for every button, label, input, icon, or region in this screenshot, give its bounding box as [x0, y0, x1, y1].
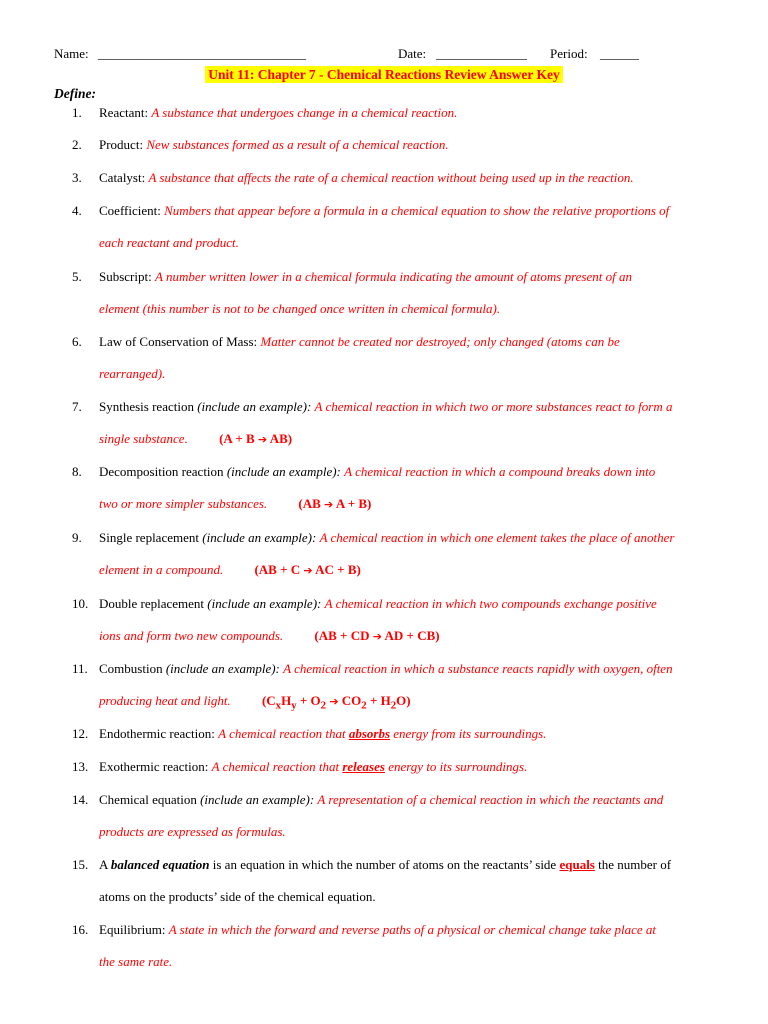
- keyword-equals: equals: [559, 857, 595, 872]
- item-body: [99, 261, 719, 325]
- item-answer-cont: products are expressed as formulas.: [99, 824, 286, 839]
- item-number: 7.: [72, 399, 82, 414]
- item-term: Decomposition reaction: [99, 464, 224, 479]
- item-number: 5.: [72, 269, 82, 284]
- example-note: (include an example):: [165, 661, 280, 676]
- example-equation: (AB + C ➔ AC + B): [254, 562, 361, 577]
- name-label: Name:: [54, 46, 89, 61]
- item-term: Product:: [99, 137, 144, 152]
- item-body: A balanced equation is an equation in which the number of atoms on the reactants’ side equals the number of atoms on the products’ side of the chemical equation.: [99, 857, 672, 904]
- item-answer: A number written lower in a chemical formula indicating the amount of atoms present of an: [154, 269, 632, 284]
- item-body: [99, 653, 719, 722]
- example-note: (include an example):: [202, 530, 317, 545]
- name-blank: ________________________________: [98, 46, 306, 61]
- item-answer-cont: the same rate.: [99, 954, 173, 969]
- item-answer: Numbers that appear before a formula in a chemical equation to show the relative proportions of: [164, 203, 670, 218]
- item-term: Coefficient:: [99, 203, 161, 218]
- item-body: [99, 522, 719, 587]
- arrow-icon: ➔: [329, 695, 339, 708]
- item-answer-cont: rearranged).: [99, 366, 166, 381]
- define-heading: Define:: [54, 86, 96, 101]
- item-term: Double replacement: [99, 596, 205, 611]
- item-number: 10.: [72, 596, 89, 611]
- item-number: 11.: [72, 661, 88, 676]
- item-body: [99, 718, 719, 750]
- arrow-icon: ➔: [257, 433, 268, 446]
- item-number: 8.: [72, 464, 82, 479]
- item-body: [99, 456, 719, 521]
- date-blank: ______________: [436, 46, 527, 61]
- item-answer: A representation of a chemical reaction in which the reactants and: [317, 792, 664, 807]
- item-answer-cont: producing heat and light.: [99, 693, 231, 708]
- item-term: Single replacement: [99, 530, 199, 545]
- example-equation: ($C_xH_y + O_2$ ➔ $CO_2 + H_2O$): [261, 693, 411, 712]
- item-body: [99, 326, 719, 390]
- item-answer-cont: element (this number is not to be changed once written in chemical formula).: [99, 301, 501, 316]
- period-blank: ______: [600, 46, 639, 61]
- item-body: [99, 914, 719, 978]
- item-answer: A chemical reaction in which two or more substances react to form a: [314, 399, 673, 414]
- example-equation: (AB ➔ A + B): [298, 496, 372, 511]
- item-answer: A chemical reaction in which a compound breaks down into: [344, 464, 656, 479]
- item-answer: A substance that affects the rate of a chemical reaction without being used up in the reaction.: [148, 170, 634, 185]
- item-answer: A chemical reaction in which two compounds exchange positive: [324, 596, 657, 611]
- item-body: [99, 129, 719, 161]
- example-note: (include an example):: [226, 464, 341, 479]
- item-number: 3.: [72, 170, 82, 185]
- keyword-releases: releases: [342, 759, 385, 774]
- item-body: [99, 784, 719, 848]
- item-term: Law of Conservation of Mass:: [99, 334, 258, 349]
- item-number: 1.: [72, 105, 82, 120]
- page-title: Unit 11: Chapter 7 - Chemical Reactions Review Answer Key: [205, 66, 563, 83]
- example-equation: (A + B ➔ AB): [219, 431, 293, 446]
- item-number: 2.: [72, 137, 82, 152]
- item-answer-cont: two or more simpler substances.: [99, 496, 268, 511]
- item-number: 9.: [72, 530, 82, 545]
- item-body: [99, 162, 719, 194]
- item-term: Endothermic reaction:: [99, 726, 215, 741]
- example-note: (include an example):: [207, 596, 322, 611]
- example-note: (include an example):: [197, 399, 312, 414]
- title-wrap: [0, 66, 768, 84]
- item-answer-cont: single substance.: [99, 431, 188, 446]
- item-number: 16.: [72, 922, 89, 937]
- item-number: 14.: [72, 792, 89, 807]
- keyword-absorbs: absorbs: [348, 726, 391, 741]
- item-body: [99, 391, 719, 456]
- item-number: 13.: [72, 759, 89, 774]
- item-answer: A chemical reaction that releases energy to its surroundings.: [211, 759, 528, 774]
- arrow-icon: ➔: [372, 630, 382, 643]
- item-number: 15.: [72, 857, 89, 872]
- item-body: [99, 195, 719, 259]
- item-answer: A chemical reaction in which a substance reacts rapidly with oxygen, often: [283, 661, 673, 676]
- item-term: Catalyst:: [99, 170, 146, 185]
- item-answer-cont: element in a compound.: [99, 562, 224, 577]
- item-answer: A chemical reaction in which one element takes the place of another: [319, 530, 675, 545]
- item-answer: A state in which the forward and reverse paths of a physical or chemical change take place at: [168, 922, 656, 937]
- item-number: 12.: [72, 726, 89, 741]
- item-term: Reactant:: [99, 105, 149, 120]
- item-term: Equilibrium:: [99, 922, 166, 937]
- arrow-icon: ➔: [324, 498, 334, 511]
- example-note: (include an example):: [200, 792, 315, 807]
- item-term: Combustion: [99, 661, 163, 676]
- item-answer: New substances formed as a result of a chemical reaction.: [146, 137, 449, 152]
- item-term: Synthesis reaction: [99, 399, 194, 414]
- example-equation: (AB + CD ➔ AD + CB): [314, 628, 440, 643]
- period-label: Period:: [550, 46, 588, 61]
- keyword-balanced-equation: balanced equation: [110, 857, 210, 872]
- item-number: 6.: [72, 334, 82, 349]
- item-answer-cont: atoms on the products’ side of the chemical equation.: [99, 889, 376, 904]
- item-answer: A substance that undergoes change in a chemical reaction.: [151, 105, 458, 120]
- item-answer-cont: ions and form two new compounds.: [99, 628, 284, 643]
- arrow-icon: ➔: [303, 564, 313, 577]
- date-label: Date:: [398, 46, 427, 61]
- item-answer: A chemical reaction that absorbs energy from its surroundings.: [218, 726, 547, 741]
- item-answer: Matter cannot be created nor destroyed; only changed (atoms can be: [260, 334, 620, 349]
- item-term: Subscript:: [99, 269, 152, 284]
- item-term: Exothermic reaction:: [99, 759, 209, 774]
- item-number: 4.: [72, 203, 82, 218]
- item-answer-cont: each reactant and product.: [99, 235, 239, 250]
- item-body: [99, 97, 719, 129]
- item-term: Chemical equation: [99, 792, 197, 807]
- item-body: [99, 751, 719, 783]
- item-body: [99, 588, 719, 653]
